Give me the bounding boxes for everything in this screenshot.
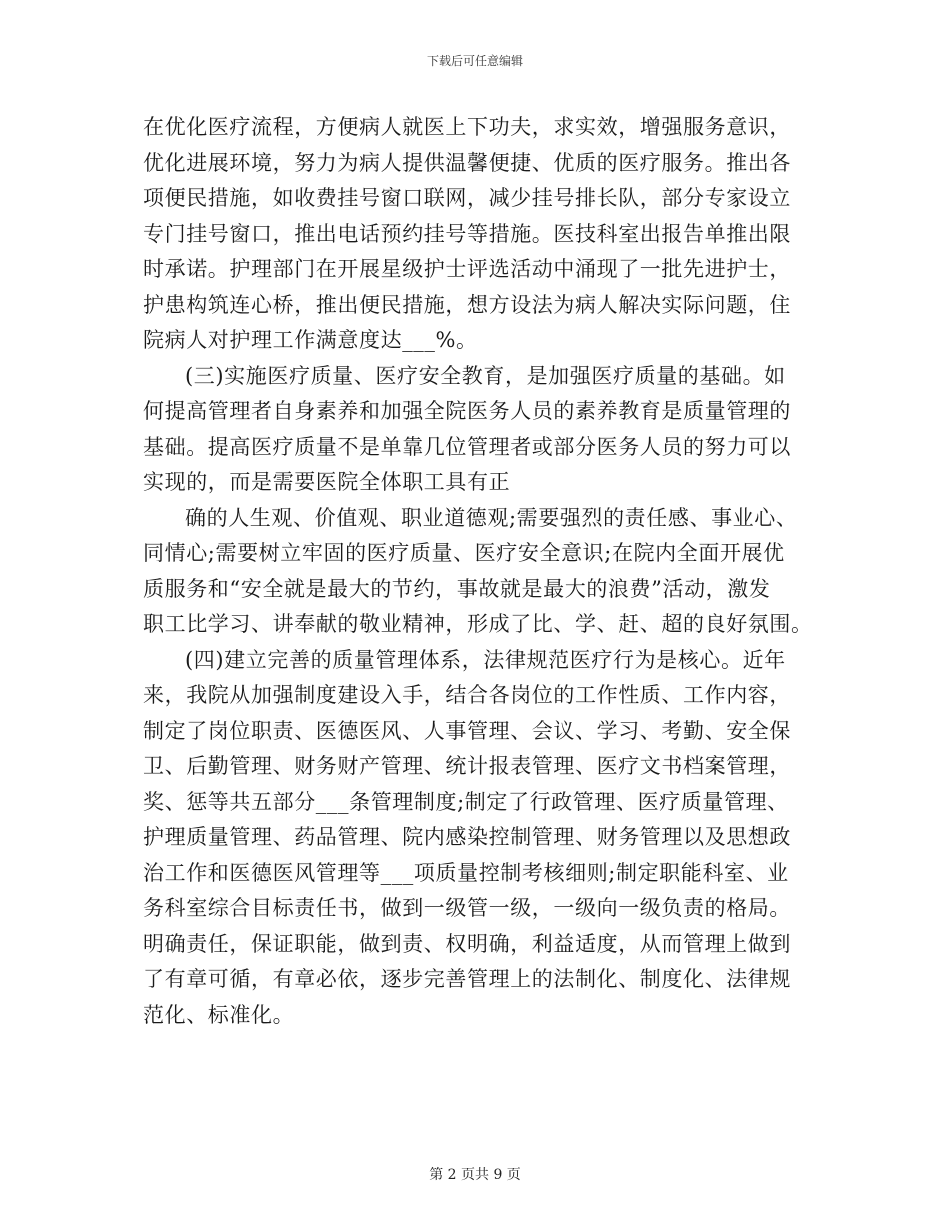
text-line: 奖、惩等共五部分___条管理制度;制定了行政管理、医疗质量管理、 xyxy=(143,789,789,814)
paragraph-1 xyxy=(143,110,813,359)
text-line: 卫、后勤管理、财务财产管理、统计报表管理、医疗文书档案管理， xyxy=(143,754,791,778)
text-line: 治工作和医德医风管理等___项质量控制考核细则;制定职能科室、业 xyxy=(143,860,789,885)
text-line: 制定了岗位职责、医德医风、人事管理、会议、学习、考勤、安全保 xyxy=(143,718,791,743)
text-line: 护理质量管理、药品管理、院内感染控制管理、财务管理以及思想政 xyxy=(143,825,791,849)
text-line: 护患构筑连心桥，推出便民措施，想方设法为病人解决实际问题，住 xyxy=(143,292,791,317)
text-line: 何提高管理者自身素养和加强全院医务人员的素养教育是质量管理的 xyxy=(143,399,791,423)
text-line: 明确责任，保证职能，做到责、权明确，利益适度，从而管理上做到 xyxy=(143,931,791,956)
text-line: (三)实施医疗质量、医疗安全教育，是加强医疗质量的基础。如 xyxy=(185,363,786,388)
text-line: 时承诺。护理部门在开展星级护士评选活动中涌现了一批先进护士， xyxy=(143,257,791,281)
document-body xyxy=(143,110,813,1033)
text-line: 项便民措施，如收费挂号窗口联网，减少挂号排长队，部分专家设立 xyxy=(143,186,791,210)
paragraph-3 xyxy=(143,501,813,643)
text-line: 优化进展环境，努力为病人提供温馨便捷、优质的医疗服务。推出各 xyxy=(143,150,791,175)
text-line: 质服务和“安全就是最大的节约，事故就是最大的浪费”活动，激发 xyxy=(143,576,771,601)
page-header: 下载后可任意编辑 xyxy=(426,54,523,68)
text-line: 了有章可循，有章必依，逐步完善管理上的法制化、制度化、法律规 xyxy=(143,967,791,991)
text-line: 同情心;需要树立牢固的医疗质量、医疗安全意识;在院内全面开展优 xyxy=(143,541,785,565)
text-line: 在优化医疗流程，方便病人就医上下功夫，求实效，增强服务意识， xyxy=(143,115,791,139)
text-line: 职工比学习、讲奉献的敬业精神，形成了比、学、赶、超的良好氛围。 xyxy=(143,612,813,636)
text-line: 来，我院从加强制度建设入手，结合各岗位的工作性质、工作内容， xyxy=(143,683,791,707)
text-line: 基础。提高医疗质量不是单靠几位管理者或部分医务人员的努力可以 xyxy=(143,434,791,459)
paragraph-2 xyxy=(143,359,813,501)
text-line: 专门挂号窗口，推出电话预约挂号等措施。医技科室出报告单推出限 xyxy=(143,221,791,246)
text-line: 确的人生观、价值观、职业道德观;需要强烈的责任感、事业心、 xyxy=(185,505,798,530)
page-footer: 第 2 页共 9 页 xyxy=(429,1167,521,1183)
paragraph-4 xyxy=(143,643,813,1034)
text-line: 范化、标准化。 xyxy=(143,1002,295,1027)
text-line: (四)建立完善的质量管理体系，法律规范医疗行为是核心。近年 xyxy=(185,647,786,672)
text-line: 实现的，而是需要医院全体职工具有正 xyxy=(143,470,511,494)
text-line: 务科室综合目标责任书，做到一级管一级，一级向一级负责的格局。 xyxy=(143,896,791,920)
text-line: 院病人对护理工作满意度达___%。 xyxy=(143,328,478,352)
